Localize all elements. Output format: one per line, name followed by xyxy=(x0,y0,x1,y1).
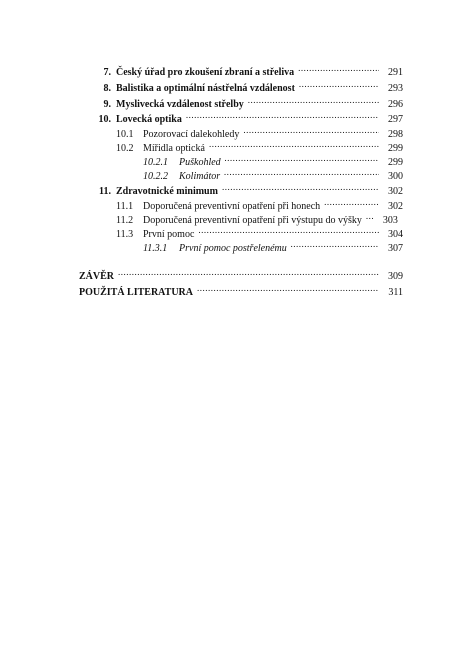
toc-entry xyxy=(0,181,403,197)
toc-number: 11.3.1 xyxy=(143,243,168,254)
toc-leader xyxy=(118,266,379,279)
toc-label: Kolimátor xyxy=(179,171,221,182)
toc-entry xyxy=(0,62,403,78)
toc-entry xyxy=(79,282,403,298)
toc-page: 302 xyxy=(388,201,403,212)
toc-entry xyxy=(116,196,403,212)
toc-entry xyxy=(0,109,403,125)
toc-page: 297 xyxy=(388,114,403,125)
toc-number: 8. xyxy=(103,83,111,94)
toc-entry xyxy=(116,224,403,240)
toc-number: 10.1 xyxy=(116,129,134,140)
toc-leader xyxy=(299,78,379,91)
toc-page: 302 xyxy=(388,186,403,197)
toc-page: 298 xyxy=(388,129,403,140)
toc-entry xyxy=(116,210,403,226)
toc-page: 303 xyxy=(382,215,398,226)
toc-number: 9. xyxy=(103,99,111,110)
toc-leader xyxy=(224,166,379,179)
toc-entry xyxy=(79,266,403,282)
toc-number: 11. xyxy=(99,186,111,197)
toc-leader xyxy=(186,109,379,122)
toc-leader xyxy=(291,238,379,251)
toc-leader xyxy=(222,181,379,194)
toc-leader xyxy=(298,62,379,75)
toc-leader xyxy=(366,210,374,223)
toc-label: Balistika a optimální nástřelná vzdálenost xyxy=(116,83,295,94)
toc-label: Myslivecká vzdálenost střelby xyxy=(116,99,244,110)
toc-entry xyxy=(116,138,403,154)
toc-entry xyxy=(143,238,403,254)
toc-page: 296 xyxy=(388,99,403,110)
toc-label: Lovecká optika xyxy=(116,114,182,125)
toc-page: 299 xyxy=(388,157,403,168)
toc-number: 10.2 xyxy=(116,143,134,154)
toc-label: První pomoc postřelenému xyxy=(179,243,287,254)
toc-number: 10. xyxy=(98,114,111,125)
toc-label: Doporučená preventivní opatření při výstupu do výšky xyxy=(143,215,362,226)
toc-number: 11.1 xyxy=(116,201,134,212)
toc-label: ZÁVĚR xyxy=(79,271,115,282)
toc-label: První pomoc xyxy=(143,229,195,240)
toc-page: 304 xyxy=(388,229,403,240)
toc-page: 311 xyxy=(388,287,403,298)
toc-entry xyxy=(0,94,403,110)
toc-entry xyxy=(143,152,403,168)
toc-entry xyxy=(0,78,403,94)
toc-page: 299 xyxy=(388,143,403,154)
toc-leader xyxy=(324,196,379,209)
toc-page: 291 xyxy=(388,67,403,78)
toc-leader xyxy=(198,224,379,237)
toc-page: 300 xyxy=(388,171,403,182)
toc-label: Puškohled xyxy=(179,157,221,168)
toc-number: 11.3 xyxy=(116,229,134,240)
toc-page: 309 xyxy=(388,271,403,282)
toc-label: Český úřad pro zkoušení zbraní a střeliva xyxy=(116,67,295,78)
toc-page: 293 xyxy=(388,83,403,94)
toc-number: 11.2 xyxy=(116,215,134,226)
toc-leader xyxy=(209,138,379,151)
toc-number: 7. xyxy=(103,67,111,78)
toc-leader xyxy=(225,152,379,165)
toc-leader xyxy=(197,282,379,295)
toc-label: POUŽITÁ LITERATURA xyxy=(79,287,193,298)
toc-entry xyxy=(143,166,403,182)
toc-page: 307 xyxy=(388,243,403,254)
toc-label: Doporučená preventivní opatření při honech xyxy=(143,201,321,212)
toc-leader xyxy=(243,124,379,137)
toc-number: 10.2.1 xyxy=(143,157,168,168)
toc-entry xyxy=(116,124,403,140)
toc-leader xyxy=(248,94,379,107)
toc-label: Zdravotnické minimum xyxy=(116,186,218,197)
toc-label: Mířidla optická xyxy=(143,143,205,154)
toc-number: 10.2.2 xyxy=(143,171,168,182)
toc-label: Pozorovací dalekohledy xyxy=(143,129,240,140)
